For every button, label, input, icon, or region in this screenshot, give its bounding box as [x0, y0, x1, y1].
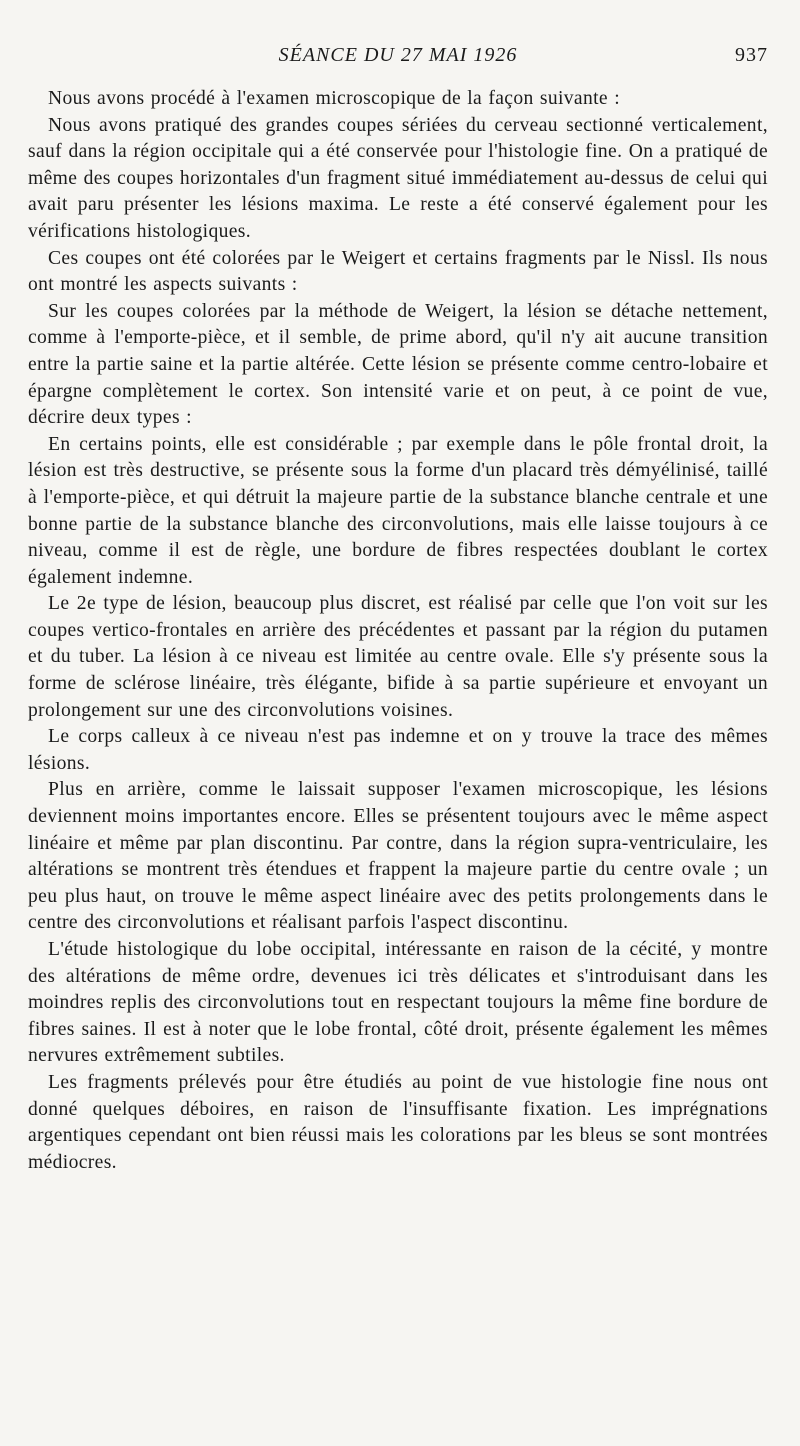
paragraph: Sur les coupes colorées par la méthode de Weigert, la lésion se détache nettement, comme à l'emporte-pièce, et il semble, de prime abord, qu'il n'y ait aucune transition entre la partie saine et la partie altérée. Cette lésion se présente comme centro-lobaire et épargne complètement le cortex. Son intensité varie et on peut, à ce point de vue, décrire deux types : — [28, 300, 768, 429]
running-title: SÉANCE DU 27 MAI 1926 — [278, 44, 518, 66]
paragraph: L'étude histologique du lobe occipital, intéressante en raison de la cécité, y montre des altérations de même ordre, devenues ici très délicates et s'introduisant dans les moindres replis des circonvolutions tout en respectant toujours la même fine bordure de fibres saines. Il est à noter que le lobe frontal, côté droit, présente également les mêmes nervures extrêmement subtiles. — [28, 939, 768, 1067]
paragraph: Plus en arrière, comme le laissait supposer l'examen microscopique, les lésions deviennent moins importantes encore. Elles se présentent toujours avec le même aspect linéaire et même par plan discontinu. Par contre, dans la région supra-ventriculaire, les altérations se montrent très étendues et frappent la majeure partie du centre ovale ; un peu plus haut, on trouve le même aspect linéaire avec des petits prolongements dans le centre des circonvolutions et réalisant parfois l'aspect discontinu. — [28, 779, 768, 934]
paragraph: Nous avons procédé à l'examen microscopique de la façon suivante : — [48, 88, 621, 109]
paragraph: Le 2e type de lésion, beaucoup plus discret, est réalisé par celle que l'on voit sur les coupes vertico-frontales en arrière des précédentes et passant par la région du putamen et du tuber. La lésion à ce niveau est limitée au centre ovale. Elle s'y présente sous la forme de sclérose linéaire, très élégante, bifide à sa partie supérieure et envoyant un prolongement sur une des circonvolutions voisines. — [28, 593, 768, 721]
body-text — [28, 86, 768, 1176]
paragraph: Ces coupes ont été colorées par le Weigert et certains fragments par le Nissl. Ils nous ont montré les aspects suivants : — [28, 247, 768, 296]
paragraph: Les fragments prélevés pour être étudiés au point de vue histologie fine nous ont donné quelques déboires, en raison de l'insuffisante fixation. Les imprégnations argentiques cependant ont bien réussi mais les colorations par les bleus se sont montrées médiocres. — [28, 1071, 768, 1173]
paragraph: Nous avons pratiqué des grandes coupes sériées du cerveau sectionné verticalement, sauf dans la région occipitale qui a été conservée pour l'histologie fine. On a pratiqué de même des coupes horizontales d'un fragment situé immédiatement au-dessus de celui qui avait paru présenter les lésions maxima. Le reste a été conservé également pour les vérifications histologiques. — [28, 114, 768, 242]
document-page — [28, 44, 768, 1176]
paragraph: En certains points, elle est considérable ; par exemple dans le pôle frontal droit, la lésion est très destructive, se présente sous la forme d'un placard très démyélinisé, taillé à l'emporte-pièce, et qui détruit la majeure partie de la substance blanche centrale et une bonne partie de la substance blanche des circonvolutions, mais elle laisse toujours à ce niveau, comme il est de règle, une bordure de fibres respectées doublant le cortex également indemne. — [28, 433, 768, 588]
running-header — [28, 44, 768, 78]
paragraph: Le corps calleux à ce niveau n'est pas indemne et on y trouve la trace des mêmes lésions. — [28, 726, 768, 774]
page-number: 937 — [735, 44, 768, 66]
